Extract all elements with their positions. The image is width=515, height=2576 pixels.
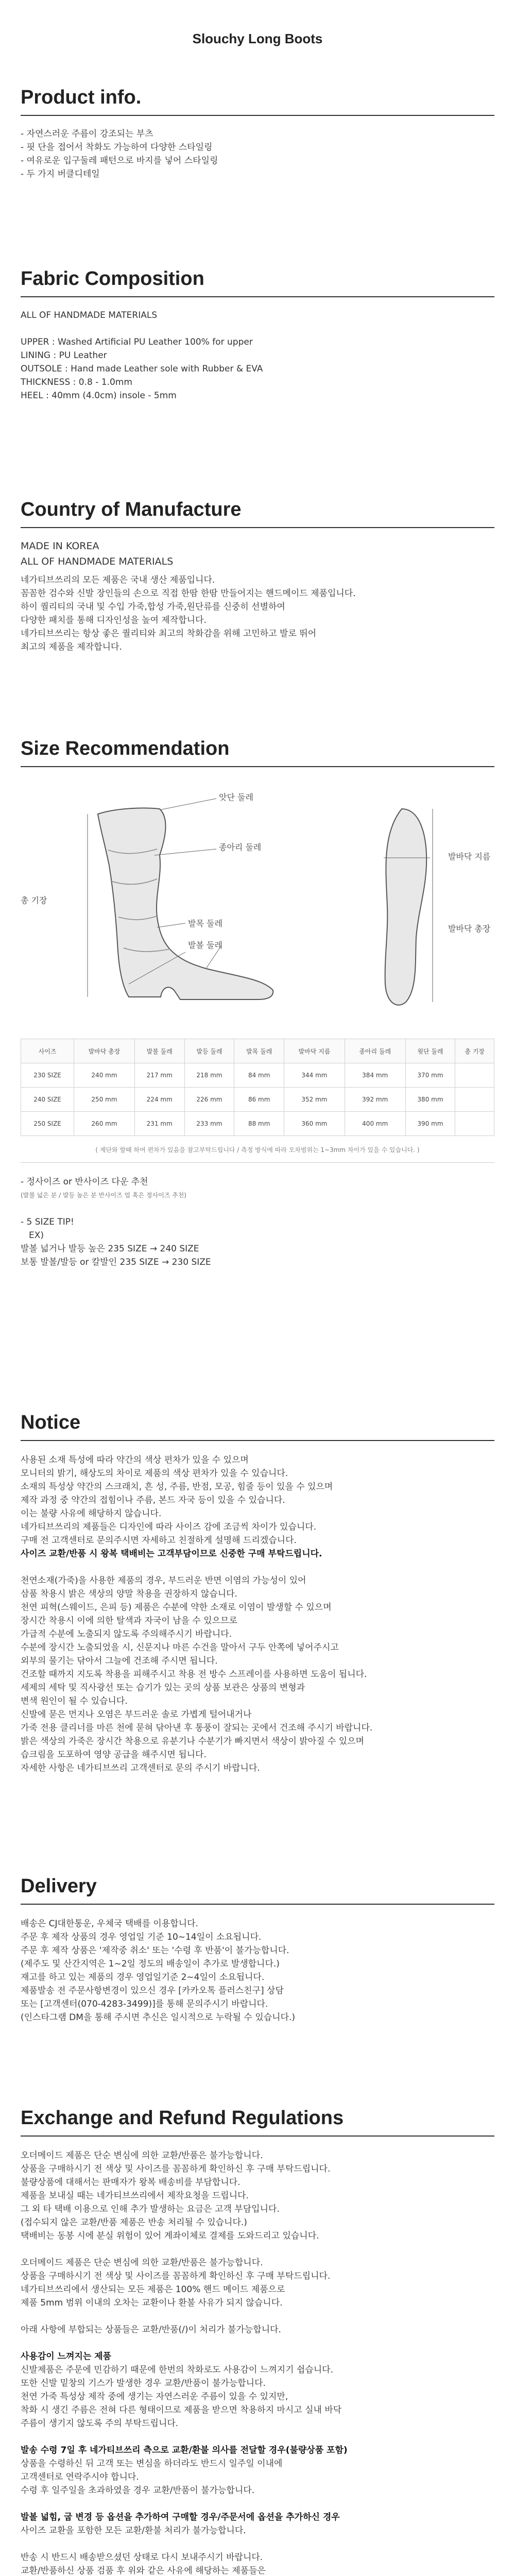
exchange-line: 또한 신발 밑창의 기스가 발생한 경우 교환/반품이 불가능합니다. [21,2378,266,2388]
exchange-line: 수령 후 일주일을 초과하였을 경우 교환/반품이 불가능합니다. [21,2485,255,2496]
exchange-line: 고객센터로 연락주시야 합니다. [21,2472,139,2482]
sole-diagram [371,804,443,1010]
exchange-line: (접수되지 않은 교환/반품 제품은 반송 처리될 수 있습니다.) [21,2217,247,2228]
exchange-line: 택배비는 동봉 시에 분실 위험이 있어 계좌이체로 결제를 도와드리고 있습니다. [21,2231,319,2241]
size-table-wrap [21,1039,494,1269]
table-cell: 250 mm [74,1088,135,1112]
fabric-line: UPPER : Washed Artificial PU Leather 100% for upper [21,337,253,347]
section-divider [21,1440,494,1441]
table-header: 발목 둘레 [234,1039,284,1063]
exchange-line: 오더메이드 제품은 단순 변심에 의한 교환/반품은 불가능합니다. [21,2150,263,2161]
table-header: 종아리 둘레 [345,1039,405,1063]
size-recommendation [21,1175,494,1269]
section-divider [21,766,494,767]
exchange-line: 네가티브쓰리에서 생산되는 모든 제품은 100% 핸드 메이드 제품으로 [21,2284,285,2295]
product-info-list [21,127,494,181]
exchange-line: 불량상품에 대해서는 판매자가 왕복 배송비를 부담합니다. [21,2177,241,2188]
tip-line: 발볼 넓거나 발등 높은 235 SIZE → 240 SIZE [21,1244,199,1254]
fabric-line: THICKNESS : 0.8 - 1.0mm [21,377,132,387]
exchange-line: 상품을 수령하신 뒤 고객 또는 변심을 하더라도 반드시 일주일 이내에 [21,2459,283,2469]
exchange-line: 사이즈 교환을 포함한 모든 교환/환불 처리가 불가능합니다. [21,2526,246,2536]
notice-paragraph-1 [21,1453,494,1561]
exchange-line [21,2537,494,2551]
notice-line: 밝은 색상의 가죽은 장시간 착용으로 유분기나 수분기가 빠지면서 색상이 밝아질 수 있으며 [21,1736,365,1747]
exchange-line: 상품을 구매하시기 전 색상 및 사이즈를 꼼꼼하게 확인하신 후 구매 부탁드립니다. [21,2271,331,2281]
table-cell: 352 mm [284,1088,345,1112]
delivery-line: 배송은 CJ대한통운, 우체국 택배를 이용합니다. [21,1919,198,1929]
table-cell: 231 mm [134,1112,184,1136]
exchange-line: 신발제품은 주문에 민감하기 때문에 한번의 착화로도 사용감이 느껴지기 쉽습니다. [21,2365,333,2375]
table-cell: 250 SIZE [21,1112,74,1136]
exchange-subtitle: 발송 수령 7일 후 네가티브쓰리 측으로 교환/환불 의사를 전달할 경우(불량상품 포함) [21,2445,348,2455]
product-info-line: - 핏 단을 접어서 착화도 가능하여 다양한 스타일링 [21,142,213,152]
table-row [21,1088,494,1112]
sole-silhouette [385,809,426,1005]
materials-label: ALL OF HANDMADE MATERIALS [21,556,174,567]
country-line: 네가티브쓰리의 모든 제품은 국내 생산 제품입니다. [21,575,215,585]
exchange-section [21,2107,494,2576]
delivery-line: 또는 [고객센터(070-4283-3499)]를 통해 문의주시기 바랍니다. [21,1999,268,2009]
notice-line-emphasis: 사이즈 교환/반품 시 왕복 택배비는 고객부담이므로 신중한 구매 부탁드립니다. [21,1549,322,1559]
notice-line: 장시간 착용시 이에 의한 탈색과 자국이 남을 수 있으므로 [21,1616,237,1626]
fabric-list [21,309,494,402]
delivery-line: (인스타그램 DM을 통해 주시면 추신은 일시적으로 누락될 수 있습니다.) [21,2012,296,2023]
exchange-heading: Exchange and Refund Regulations [21,2107,344,2129]
country-section [21,499,494,654]
page-title: Slouchy Long Boots [192,31,323,46]
exchange-line: 그 외 타 택배 이용으로 인해 추가 발생하는 요금은 고객 부담입니다. [21,2204,280,2214]
exchange-paragraph-1 [21,2149,494,2243]
notice-section [21,1412,494,1775]
table-cell: 240 SIZE [21,1088,74,1112]
table-cell: 390 mm [405,1112,455,1136]
exchange-line: 반송 시 반드시 배송받으셨던 상태로 다시 보내주시기 바랍니다. [21,2552,263,2563]
table-cell: 217 mm [134,1063,184,1088]
table-row [21,1063,494,1088]
product-info-section [21,87,494,181]
exchange-paragraph-3 [21,2323,494,2336]
section-divider [21,115,494,116]
table-cell: 218 mm [184,1063,234,1088]
exchange-line: 주름이 생기지 않도록 주의 부탁드립니다. [21,2418,179,2429]
label-sole-width: 발바닥 지름 [448,852,491,861]
delivery-line: 주문 후 제작 상품은 '제작중 취소' 또는 '수령 후 반품'이 불가능합니다. [21,1945,289,1956]
notice-line: 수분에 장시간 노출되었을 시, 신문지나 마른 수건을 말아서 구두 안쪽에 넣어주시고 [21,1642,339,1653]
boot-diagram [52,788,340,1015]
table-header: 사이즈 [21,1039,74,1063]
fabric-line: HEEL : 40mm (4.0cm) insole - 5mm [21,391,177,401]
section-divider [21,2136,494,2137]
product-info-line: - 두 가지 버클디테일 [21,169,100,179]
table-cell: 380 mm [405,1088,455,1112]
exchange-line: 천연 가죽 특성상 제작 중에 생기는 자연스러운 주름이 있을 수 있지만, [21,2392,288,2402]
exchange-subtitle: 발볼 넓힘, 굽 변경 등 옵션을 추가하여 구매할 경우/주문서에 옵션을 추가하신 경우 [21,2512,340,2522]
fabric-line: LINING : PU Leather [21,350,107,361]
notice-line: 모니터의 밝기, 해상도의 차이로 제품의 색상 편차가 있을 수 있습니다. [21,1468,288,1479]
notice-line: 외부의 물기는 닦아서 그늘에 건조해 주시면 됩니다. [21,1656,218,1666]
tip-line: EX) [29,1230,44,1241]
delivery-line: 제품발송 전 주문사항변경이 있으신 경우 [카카오톡 플러스친구] 상담 [21,1986,284,1996]
product-info-line: - 여유로운 입구둘레 패턴으로 바지를 넣어 스타일링 [21,156,218,166]
table-cell: 384 mm [345,1063,405,1088]
delivery-heading: Delivery [21,1875,97,1897]
exchange-line: 착화 시 생긴 주름은 전혀 다른 형태이므로 제품을 받으면 착용하지 마시고 실내 바닥 [21,2405,342,2415]
table-cell: 233 mm [184,1112,234,1136]
country-line: 꼼꼼한 검수와 신발 장인들의 손으로 직접 한땀 한땀 만들어지는 핸드메이드 제품입니다. [21,588,356,599]
section-divider [21,296,494,297]
table-cell: 344 mm [284,1063,345,1088]
country-lines [21,539,494,654]
country-line: 하이 퀄리티의 국내 및 수입 가죽,합성 가죽,원단류를 신중히 선별하여 [21,602,285,612]
boot-silhouette [98,808,273,999]
table-note: ( 제단와 할때 하여 편차가 있음을 참고부탁드립니다 / 측정 방식에 따라 오차범위는 1~3mm 차이가 있을 수 있습니다. ) [95,1146,420,1154]
label-calf-circumference: 종아리 둘레 [219,842,262,852]
product-info-line: - 자연스러운 주름이 강조되는 부츠 [21,129,153,139]
table-cell: 360 mm [284,1112,345,1136]
exchange-line: 제품을 보내실 때는 네가티브쓰리에서 제작요청을 드립니다. [21,2191,249,2201]
notice-line: 자세한 사항은 네가티브쓰리 고객센터로 문의 주시기 바랍니다. [21,1763,260,1773]
table-header: 총 기장 [455,1039,494,1063]
label-shaft-circumference: 앗단 둘레 [219,792,253,802]
exchange-line: 오더메이드 제품은 단순 변심에 의한 교환/반품은 불가능합니다. [21,2258,263,2268]
table-cell: 240 mm [74,1063,135,1088]
fabric-section [21,268,494,402]
table-header-row [21,1039,494,1063]
notice-line: 네가티브쓰리의 제품들은 디자인에 따라 사이즈 감에 조금씩 차이가 있습니다. [21,1522,317,1532]
size-table [21,1039,494,1136]
fabric-line: OUTSOLE : Hand made Leather sole with Rubber & EVA [21,364,263,374]
table-header: 발등 둘레 [184,1039,234,1063]
exchange-7day-rule [21,2444,494,2497]
notice-line: 천연소재(가죽)을 사용한 제품의 경우, 부드러운 반면 이염의 가능성이 있어 [21,1575,306,1586]
recommend-title: - 정사이즈 or 반사이즈 다운 추천 [21,1177,148,1187]
product-info-heading: Product info. [21,87,142,108]
tip-title: - 5 SIZE TIP! [21,1217,74,1227]
notice-paragraph-2 [21,1574,494,1775]
tip-line: 보통 발볼/발등 or 칼발인 235 SIZE → 230 SIZE [21,1257,211,1267]
exchange-line: 상품을 구매하시기 전 색상 및 사이즈를 꼼꼼하게 확인하신 후 구매 부탁드립니다. [21,2164,331,2174]
exchange-paragraph-2 [21,2256,494,2310]
exchange-option-rule [21,2511,494,2576]
table-header: 윗단 둘레 [405,1039,455,1063]
recommend-subtitle: (발볼 넓은 분 / 발등 높은 분 반사이즈 업 혹은 정사이즈 추천) [21,1192,186,1199]
table-cell: 230 SIZE [21,1063,74,1088]
fabric-heading: Fabric Composition [21,268,204,290]
table-cell: 86 mm [234,1088,284,1112]
label-foot-circumference: 발볼 둘레 [188,940,222,950]
notice-line: 제작 과정 중 약간의 접힘이나 주름, 본드 자국 등이 있을 수 있습니다. [21,1495,285,1505]
table-cell: 260 mm [74,1112,135,1136]
delivery-section [21,1875,494,2024]
exchange-subtitle: 사용감이 느껴지는 제품 [21,2351,112,2362]
notice-heading: Notice [21,1412,81,1433]
size-heading: Size Recommendation [21,738,230,759]
notice-line: 건조할 때까지 지도록 착용을 피해주시고 착용 전 방수 스프레이를 사용하면 도움이 됩니다. [21,1669,367,1680]
label-ankle-circumference: 발목 둘레 [188,919,222,928]
delivery-line: 재고를 하고 있는 제품의 경우 영업일기준 2~4일이 소요됩니다. [21,1972,265,1982]
notice-line: 변색 원인이 될 수 있습니다. [21,1696,128,1706]
size-section [21,738,494,767]
notice-line: 가죽 전용 클리너를 마른 천에 묻혀 닦아낸 후 통풍이 잘되는 곳에서 건조해 주시기 바랍니다. [21,1723,373,1733]
table-row [21,1112,494,1136]
country-line: 최고의 제품을 제작합니다. [21,642,122,652]
notice-line: 세제의 세탁 및 직사광선 또는 습기가 있는 곳의 상품 보관은 상품의 변형과 [21,1683,305,1693]
notice-line: 소재의 특성상 약간의 스크래치, 흔 성, 주름, 반점, 모공, 힘줄 등이 있을 수 있으며 [21,1482,333,1492]
notice-line: 이는 불량 사유에 해당하지 않습니다. [21,1509,162,1519]
delivery-list [21,1917,494,2024]
table-cell: 400 mm [345,1112,405,1136]
table-header: 발바닥 지름 [284,1039,345,1063]
notice-line: 천연 피혁(스웨이드, 은피 등) 제품은 수분에 약한 소재로 이염이 발생할 수 있으며 [21,1602,332,1613]
table-cell: 370 mm [405,1063,455,1088]
exchange-line: 교환/반품하신 상품 검품 후 위와 같은 사유에 해당하는 제품들은 [21,2566,266,2576]
section-divider [21,527,494,528]
notice-line: 가급적 수분에 노출되지 않도록 주의해주시기 바랍니다. [21,1629,232,1639]
notice-line: 신발에 묻은 먼지나 오염은 부드러운 솔로 가볍게 털어내거나 [21,1709,252,1720]
table-header: 발바닥 총장 [74,1039,135,1063]
country-heading: Country of Manufacture [21,499,242,520]
table-header: 발볼 둘레 [134,1039,184,1063]
exchange-line: 제품 5mm 범위 이내의 오차는 교환이나 환불 사유가 되지 않습니다. [21,2298,283,2308]
section-divider [21,1904,494,1905]
table-cell [455,1088,494,1112]
notice-line: 삼품 착용시 밝은 색상의 양말 착용을 권장하지 않습니다. [21,1589,237,1599]
label-total-height: 총 기장 [21,895,47,905]
table-cell: 88 mm [234,1112,284,1136]
label-sole-length: 발바닥 총장 [448,924,491,934]
table-cell: 84 mm [234,1063,284,1088]
country-line: 다양한 패치를 통해 디자인성을 높여 제작합니다. [21,615,207,625]
notice-line: 사용된 소재 특성에 따라 약간의 색상 편차가 있을 수 있으며 [21,1455,249,1465]
table-cell: 392 mm [345,1088,405,1112]
fabric-line: ALL OF HANDMADE MATERIALS [21,310,158,320]
exchange-used-items [21,2350,494,2430]
delivery-line: 주문 후 제작 상품의 경우 영업일 기준 10~14일이 소요됩니다. [21,1932,262,1942]
table-cell [455,1063,494,1088]
notice-line: 습크림을 도포하여 영양 공급을 해주시면 됩니다. [21,1750,207,1760]
exchange-line: 아래 사항에 부합되는 상품들은 교환/반품(/)이 처리가 불가능합니다. [21,2325,281,2335]
table-cell [455,1112,494,1136]
made-in-label: MADE IN KOREA [21,540,99,552]
delivery-line: (제주도 및 산간지역은 1~2일 정도의 배송일이 추가로 발생합니다.) [21,1959,280,1969]
country-line: 네가티브쓰리는 항상 좋은 퀄리티와 최고의 착화감을 위해 고민하고 발로 뛰어 [21,629,317,639]
notice-line: 구매 전 고객센터로 문의주시면 자세하고 친절하게 설명해 드리겠습니다. [21,1535,297,1546]
table-cell: 226 mm [184,1088,234,1112]
table-cell: 224 mm [134,1088,184,1112]
fabric-line [21,322,494,335]
